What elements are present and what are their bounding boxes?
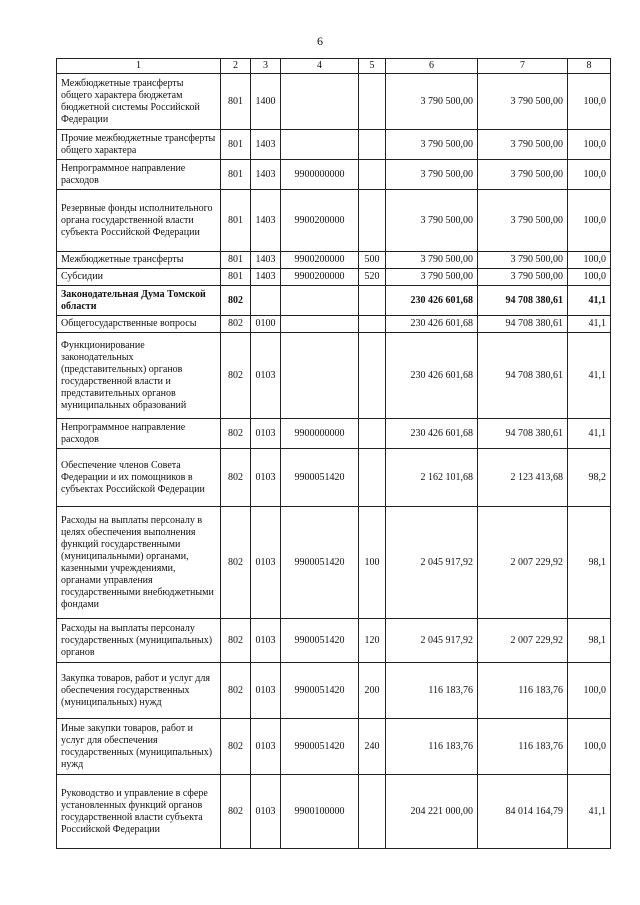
table-row	[57, 190, 611, 252]
cell-target	[281, 316, 359, 333]
cell-ved: 802	[221, 333, 251, 419]
cell-percent: 100,0	[568, 74, 611, 130]
table-row	[57, 316, 611, 333]
row-name: Непрограммное направление расходов	[57, 419, 221, 449]
row-name: Прочие межбюджетные трансферты общего характера	[57, 130, 221, 160]
cell-plan: 3 790 500,00	[386, 269, 478, 286]
cell-ved: 801	[221, 130, 251, 160]
table-row	[57, 419, 611, 449]
cell-plan: 2 045 917,92	[386, 507, 478, 619]
cell-actual: 2 123 413,68	[478, 449, 568, 507]
cell-actual: 3 790 500,00	[478, 252, 568, 269]
cell-percent: 100,0	[568, 130, 611, 160]
cell-percent: 41,1	[568, 775, 611, 849]
cell-target: 9900200000	[281, 269, 359, 286]
cell-percent: 41,1	[568, 286, 611, 316]
cell-ved: 802	[221, 507, 251, 619]
cell-ved: 802	[221, 775, 251, 849]
cell-section: 1403	[251, 190, 281, 252]
page-number: 6	[317, 34, 323, 48]
cell-section: 1403	[251, 252, 281, 269]
cell-ved: 802	[221, 316, 251, 333]
cell-target: 9900000000	[281, 160, 359, 190]
cell-type: 100	[359, 507, 386, 619]
cell-section: 0100	[251, 316, 281, 333]
cell-ved: 802	[221, 419, 251, 449]
table-row	[57, 619, 611, 663]
table-row	[57, 333, 611, 419]
cell-ved: 802	[221, 663, 251, 719]
cell-type	[359, 449, 386, 507]
cell-percent: 100,0	[568, 252, 611, 269]
row-name: Межбюджетные трансферты общего характера бюджетам бюджетной системы Российской Федерации	[57, 74, 221, 130]
table-row	[57, 252, 611, 269]
column-header: 5	[359, 59, 386, 74]
cell-ved: 801	[221, 160, 251, 190]
cell-percent: 100,0	[568, 190, 611, 252]
cell-percent: 41,1	[568, 333, 611, 419]
cell-target: 9900051420	[281, 663, 359, 719]
cell-section	[251, 286, 281, 316]
cell-section: 0103	[251, 507, 281, 619]
cell-actual: 3 790 500,00	[478, 130, 568, 160]
table-row	[57, 663, 611, 719]
cell-actual: 2 007 229,92	[478, 619, 568, 663]
cell-section: 0103	[251, 449, 281, 507]
cell-plan: 3 790 500,00	[386, 252, 478, 269]
table-row	[57, 449, 611, 507]
cell-section: 1403	[251, 130, 281, 160]
cell-target: 9900051420	[281, 507, 359, 619]
cell-plan: 230 426 601,68	[386, 286, 478, 316]
cell-target	[281, 286, 359, 316]
row-name: Резервные фонды исполнительного органа государственной власти субъекта Российской Федерации	[57, 190, 221, 252]
cell-section: 1403	[251, 269, 281, 286]
cell-type: 520	[359, 269, 386, 286]
cell-plan: 3 790 500,00	[386, 160, 478, 190]
cell-percent: 100,0	[568, 160, 611, 190]
cell-ved: 801	[221, 74, 251, 130]
cell-target	[281, 74, 359, 130]
cell-plan: 3 790 500,00	[386, 74, 478, 130]
cell-section: 0103	[251, 775, 281, 849]
row-name: Иные закупки товаров, работ и услуг для обеспечения государственных (муниципальных) нужд	[57, 719, 221, 775]
cell-percent: 100,0	[568, 269, 611, 286]
cell-ved: 802	[221, 619, 251, 663]
cell-plan: 204 221 000,00	[386, 775, 478, 849]
column-header: 1	[57, 59, 221, 74]
cell-actual: 116 183,76	[478, 719, 568, 775]
table-row	[57, 775, 611, 849]
cell-actual: 3 790 500,00	[478, 160, 568, 190]
row-name: Межбюджетные трансферты	[57, 252, 221, 269]
column-header: 7	[478, 59, 568, 74]
cell-actual: 94 708 380,61	[478, 316, 568, 333]
cell-section: 0103	[251, 663, 281, 719]
table-row	[57, 130, 611, 160]
cell-actual: 94 708 380,61	[478, 286, 568, 316]
cell-actual: 116 183,76	[478, 663, 568, 719]
table-row	[57, 269, 611, 286]
cell-actual: 3 790 500,00	[478, 190, 568, 252]
table-row	[57, 719, 611, 775]
row-name: Расходы на выплаты персоналу в целях обеспечения выполнения функций государственными (муниципальными) органами, казенными учреждениями, органами управления государственными внебюджетными фондами	[57, 507, 221, 619]
cell-type	[359, 130, 386, 160]
cell-plan: 2 045 917,92	[386, 619, 478, 663]
row-name: Закупка товаров, работ и услуг для обеспечения государственных (муниципальных) нужд	[57, 663, 221, 719]
cell-percent: 100,0	[568, 719, 611, 775]
table-row	[57, 160, 611, 190]
cell-plan: 3 790 500,00	[386, 130, 478, 160]
row-name: Расходы на выплаты персоналу государственных (муниципальных) органов	[57, 619, 221, 663]
cell-type: 500	[359, 252, 386, 269]
cell-target: 9900200000	[281, 252, 359, 269]
cell-target: 9900100000	[281, 775, 359, 849]
cell-plan: 2 162 101,68	[386, 449, 478, 507]
cell-section: 0103	[251, 333, 281, 419]
row-name: Обеспечение членов Совета Федерации и их помощников в субъектах Российской Федерации	[57, 449, 221, 507]
cell-type	[359, 74, 386, 130]
cell-plan: 230 426 601,68	[386, 316, 478, 333]
cell-target	[281, 130, 359, 160]
cell-actual: 3 790 500,00	[478, 74, 568, 130]
cell-target: 9900200000	[281, 190, 359, 252]
column-header: 3	[251, 59, 281, 74]
cell-plan: 3 790 500,00	[386, 190, 478, 252]
cell-type: 200	[359, 663, 386, 719]
row-name: Функционирование законодательных (представительных) органов государственной власти и представительных органов муниципальных образований	[57, 333, 221, 419]
cell-ved: 802	[221, 449, 251, 507]
cell-actual: 94 708 380,61	[478, 419, 568, 449]
cell-type	[359, 775, 386, 849]
cell-percent: 41,1	[568, 316, 611, 333]
cell-percent: 98,2	[568, 449, 611, 507]
cell-section: 1400	[251, 74, 281, 130]
cell-section: 1403	[251, 160, 281, 190]
cell-target: 9900051420	[281, 619, 359, 663]
cell-target: 9900000000	[281, 419, 359, 449]
cell-plan: 116 183,76	[386, 719, 478, 775]
column-header: 2	[221, 59, 251, 74]
cell-section: 0103	[251, 419, 281, 449]
cell-ved: 802	[221, 719, 251, 775]
cell-type	[359, 160, 386, 190]
row-name: Непрограммное направление расходов	[57, 160, 221, 190]
cell-target: 9900051420	[281, 449, 359, 507]
cell-percent: 100,0	[568, 663, 611, 719]
cell-actual: 3 790 500,00	[478, 269, 568, 286]
cell-percent: 98,1	[568, 507, 611, 619]
cell-type	[359, 419, 386, 449]
row-name: Руководство и управление в сфере установленных функций органов государственной власти субъекта Российской Федерации	[57, 775, 221, 849]
table-row	[57, 286, 611, 316]
column-header: 8	[568, 59, 611, 74]
cell-target	[281, 333, 359, 419]
header-row	[57, 59, 611, 74]
column-header: 6	[386, 59, 478, 74]
cell-plan: 116 183,76	[386, 663, 478, 719]
cell-percent: 41,1	[568, 419, 611, 449]
column-header: 4	[281, 59, 359, 74]
budget-table	[56, 58, 611, 849]
cell-type	[359, 333, 386, 419]
cell-type: 120	[359, 619, 386, 663]
cell-section: 0103	[251, 619, 281, 663]
cell-ved: 801	[221, 252, 251, 269]
cell-type	[359, 190, 386, 252]
table-row	[57, 74, 611, 130]
cell-actual: 2 007 229,92	[478, 507, 568, 619]
cell-plan: 230 426 601,68	[386, 419, 478, 449]
cell-section: 0103	[251, 719, 281, 775]
row-name: Субсидии	[57, 269, 221, 286]
cell-type	[359, 286, 386, 316]
cell-ved: 802	[221, 286, 251, 316]
cell-type: 240	[359, 719, 386, 775]
cell-actual: 94 708 380,61	[478, 333, 568, 419]
table-row	[57, 507, 611, 619]
cell-actual: 84 014 164,79	[478, 775, 568, 849]
cell-ved: 801	[221, 269, 251, 286]
row-name: Общегосударственные вопросы	[57, 316, 221, 333]
cell-type	[359, 316, 386, 333]
cell-ved: 801	[221, 190, 251, 252]
cell-percent: 98,1	[568, 619, 611, 663]
row-name: Законодательная Дума Томской области	[57, 286, 221, 316]
cell-target: 9900051420	[281, 719, 359, 775]
cell-plan: 230 426 601,68	[386, 333, 478, 419]
